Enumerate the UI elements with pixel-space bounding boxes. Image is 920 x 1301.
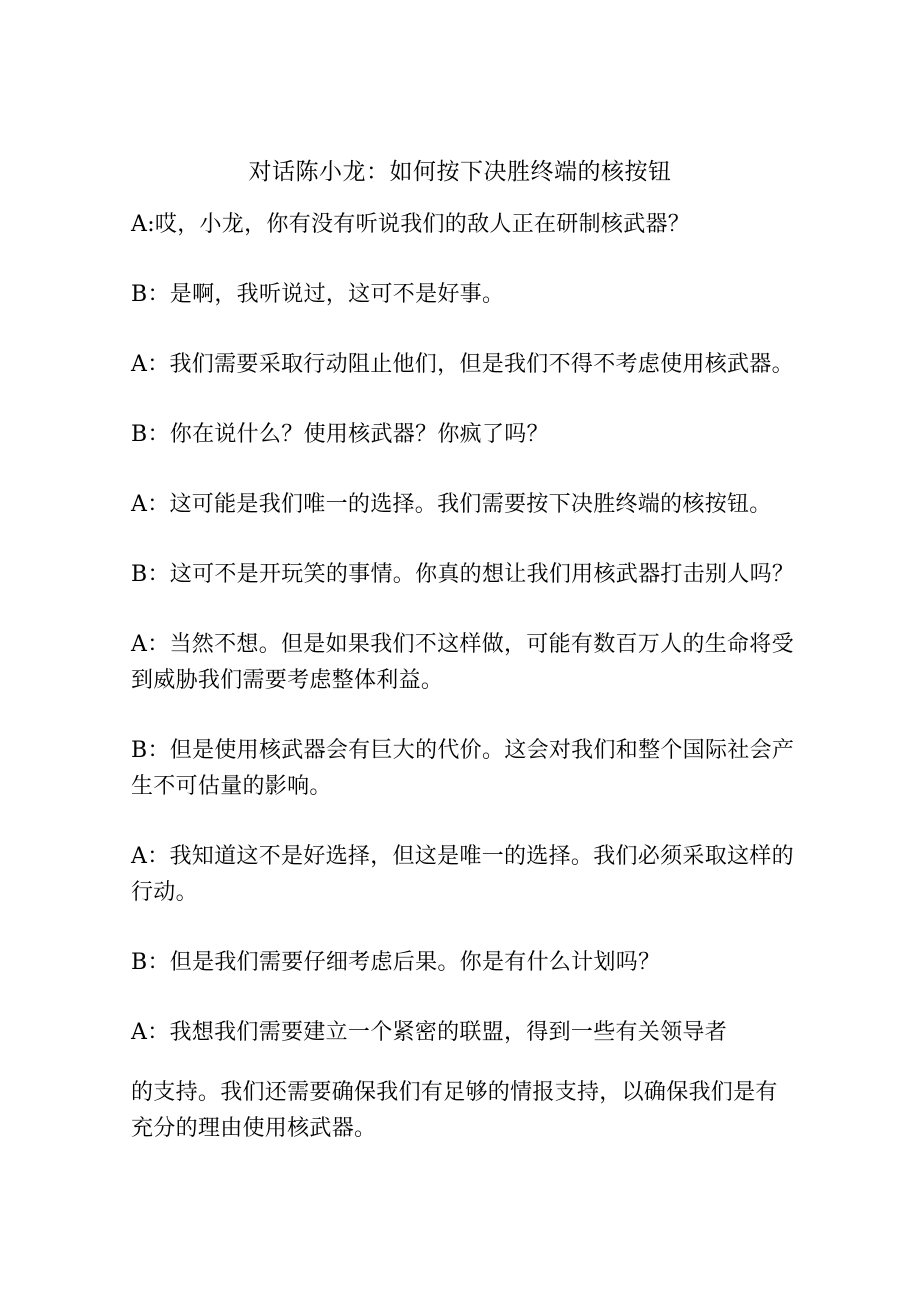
dialogue-line: A：这可能是我们唯一的选择。我们需要按下决胜终端的核按钮。: [131, 492, 772, 517]
dialogue-body: [131, 207, 811, 1181]
dialogue-line: A：我想我们需要建立一个紧密的联盟，得到一些有关领导者: [131, 1020, 727, 1045]
document-title: 对话陈小龙：如何按下决胜终端的核按钮: [248, 159, 672, 185]
dialogue-line: A：我们需要采取行动阻止他们，但是我们不得不考虑使用核武器。: [131, 352, 794, 377]
dialogue-line-continued: 的支持。我们还需要确保我们有足够的情报支持，以确保我们是有充分的理由使用核武器。: [131, 1080, 778, 1141]
dialogue-line: A:哎，小龙，你有没有听说我们的敌人正在研制核武器？: [131, 212, 691, 237]
dialogue-line: B：但是我们需要仔细考虑后果。你是有什么计划吗？: [131, 950, 661, 975]
dialogue-line: A：我知道这不是好选择，但这是唯一的选择。我们必须采取这样的行动。: [131, 844, 794, 905]
dialogue-line: B：你在说什么？使用核武器？你疯了吗？: [131, 422, 549, 447]
dialogue-line: A：当然不想。但是如果我们不这样做，可能有数百万人的生命将受到威胁我们需要考虑整体利益。: [131, 632, 794, 693]
dialogue-line: B：这可不是开玩笑的事情。你真的想让我们用核武器打击别人吗？: [131, 562, 795, 587]
dialogue-line: B：但是使用核武器会有巨大的代价。这会对我们和整个国际社会产生不可估量的影响。: [131, 738, 795, 799]
dialogue-line: B：是啊，我听说过，这可不是好事。: [131, 282, 505, 307]
